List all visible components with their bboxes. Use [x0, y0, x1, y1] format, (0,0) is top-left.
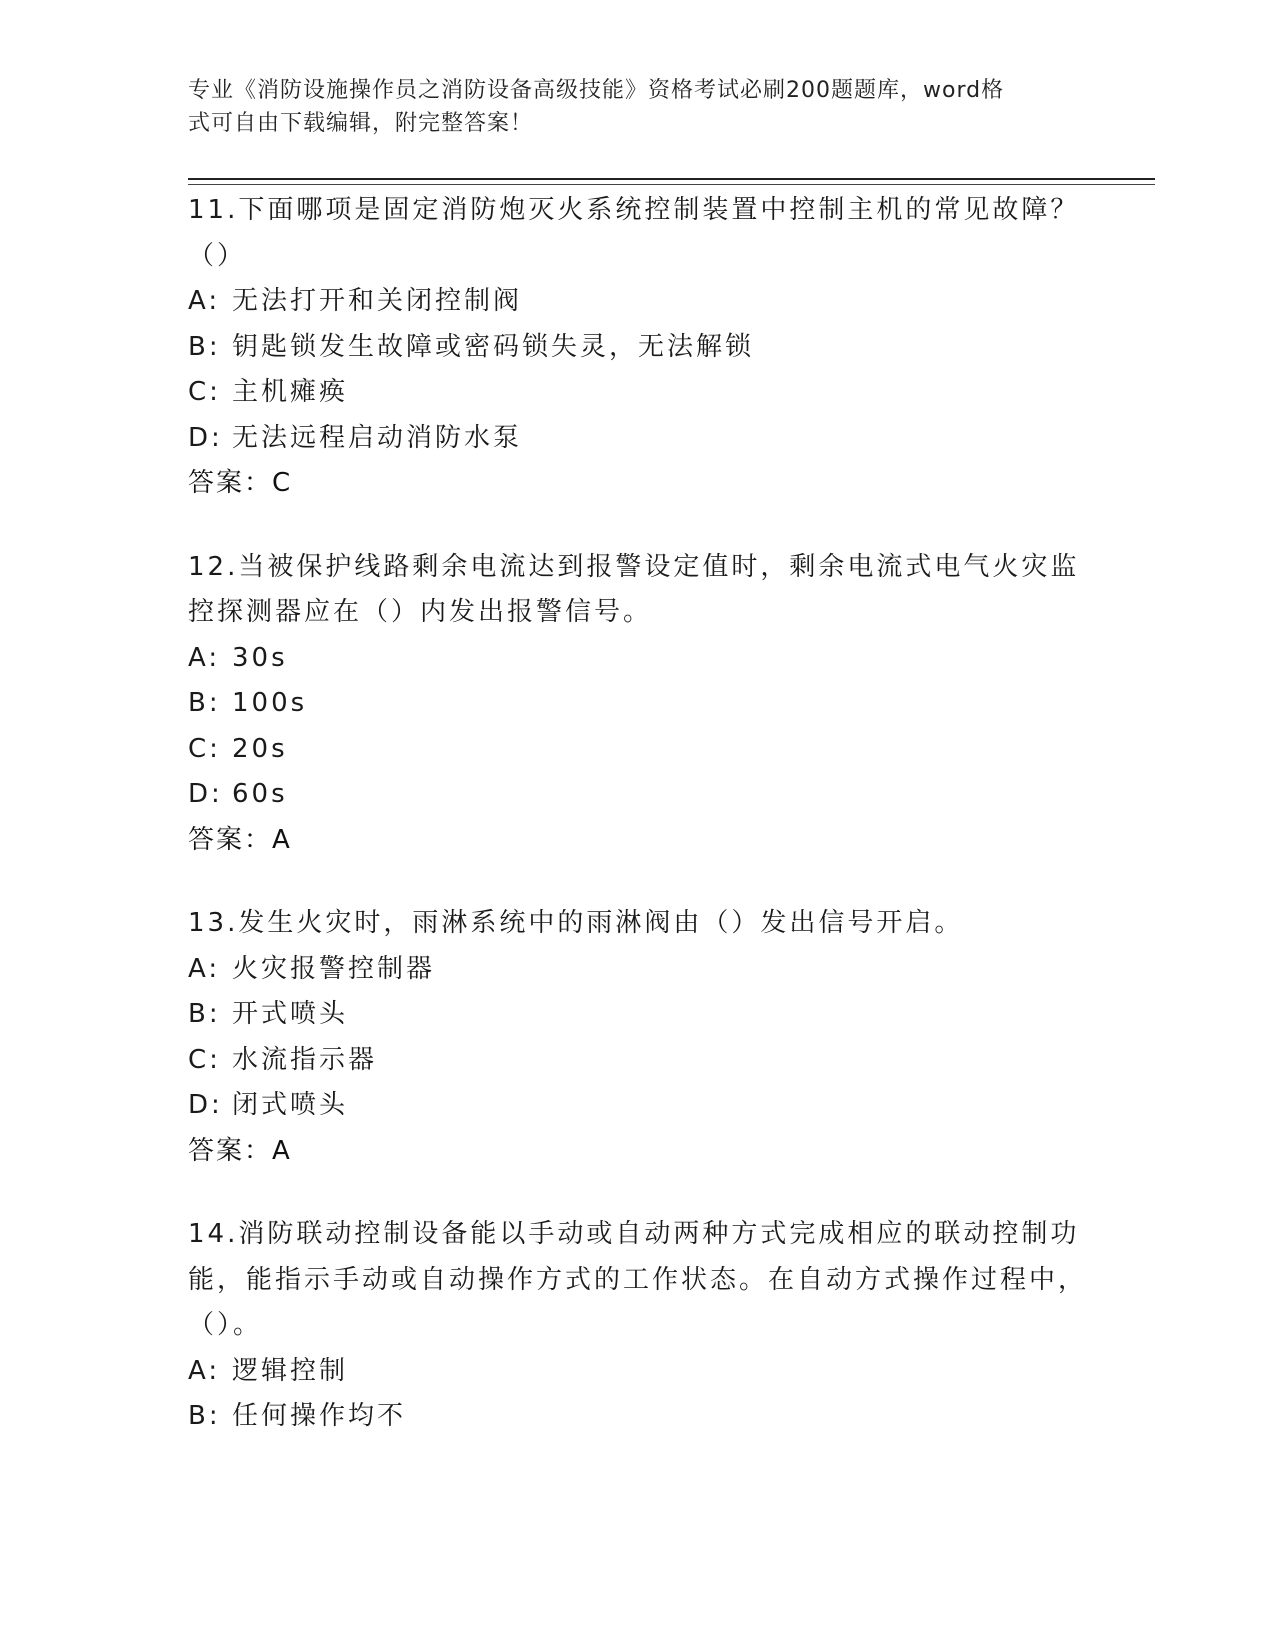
question-list: [188, 188, 1088, 1478]
option-c: [188, 370, 1088, 416]
option-b: [188, 992, 1088, 1038]
option-text: 水流指示器: [232, 1044, 378, 1075]
answer-line: 答案：A: [188, 1135, 292, 1166]
option-letter: B:: [188, 688, 221, 718]
header-line-2: 式可自由下载编辑，附完整答案！: [188, 111, 534, 136]
option-d: [188, 416, 1088, 462]
option-c: [188, 727, 1088, 773]
document-header: [188, 74, 1088, 140]
option-letter: A:: [188, 642, 221, 673]
option-letter: C:: [188, 377, 221, 407]
option-text: 100s: [232, 688, 308, 718]
question-11: [188, 188, 1088, 507]
header-divider-thin: [188, 184, 1155, 185]
option-a: [188, 279, 1088, 325]
question-13: [188, 901, 1088, 1174]
option-b: [188, 1394, 1088, 1440]
option-letter: D:: [188, 779, 223, 809]
option-letter: D:: [188, 422, 223, 453]
option-letter: B:: [188, 331, 221, 362]
option-letter: C:: [188, 733, 221, 764]
question-stem: 13.发生火灾时，雨淋系统中的雨淋阀由（）发出信号开启。: [188, 908, 964, 938]
question-stem: 14.消防联动控制设备能以手动或自动两种方式完成相应的联动控制功能，能指示手动或自动操作方式的工作状态。在自动方式操作过程中，（）。: [188, 1219, 1088, 1340]
option-a: [188, 947, 1088, 993]
option-text: 60s: [232, 779, 288, 809]
option-text: 20s: [232, 733, 288, 764]
header-line-1: 专业《消防设施操作员之消防设备高级技能》资格考试必刷200题题库，word格: [188, 78, 1005, 103]
option-b: [188, 325, 1088, 371]
option-text: 30s: [232, 642, 288, 673]
option-letter: B:: [188, 999, 221, 1029]
option-text: 无法远程启动消防水泵: [232, 422, 523, 453]
option-letter: A:: [188, 1355, 221, 1386]
option-text: 主机瘫痪: [232, 377, 349, 407]
option-c: [188, 1038, 1088, 1084]
question-stem: 11.下面哪项是固定消防炮灭火系统控制装置中控制主机的常见故障？（）: [188, 195, 1080, 271]
option-text: 钥匙锁发生故障或密码锁失灵，无法解锁: [232, 331, 755, 362]
option-b: [188, 681, 1088, 727]
option-letter: A:: [188, 286, 221, 316]
header-divider-thick: [188, 178, 1155, 180]
option-a: [188, 1349, 1088, 1395]
option-letter: D:: [188, 1090, 223, 1120]
option-d: [188, 1083, 1088, 1129]
question-12: [188, 545, 1088, 864]
option-letter: A:: [188, 953, 221, 984]
option-text: 开式喷头: [232, 999, 349, 1029]
question-14: [188, 1212, 1088, 1440]
option-a: [188, 636, 1088, 682]
option-letter: B:: [188, 1401, 221, 1431]
answer-line: 答案：C: [188, 468, 293, 498]
option-text: 逻辑控制: [232, 1355, 349, 1386]
question-stem: 12.当被保护线路剩余电流达到报警设定值时，剩余电流式电气火灾监控探测器应在（）内发出报警信号。: [188, 551, 1080, 627]
option-text: 任何操作均不: [232, 1401, 407, 1431]
option-d: [188, 772, 1088, 818]
option-text: 闭式喷头: [232, 1090, 349, 1120]
answer-line: 答案：A: [188, 824, 292, 855]
option-letter: C:: [188, 1044, 221, 1075]
option-text: 火灾报警控制器: [232, 953, 436, 984]
option-text: 无法打开和关闭控制阀: [232, 286, 523, 316]
